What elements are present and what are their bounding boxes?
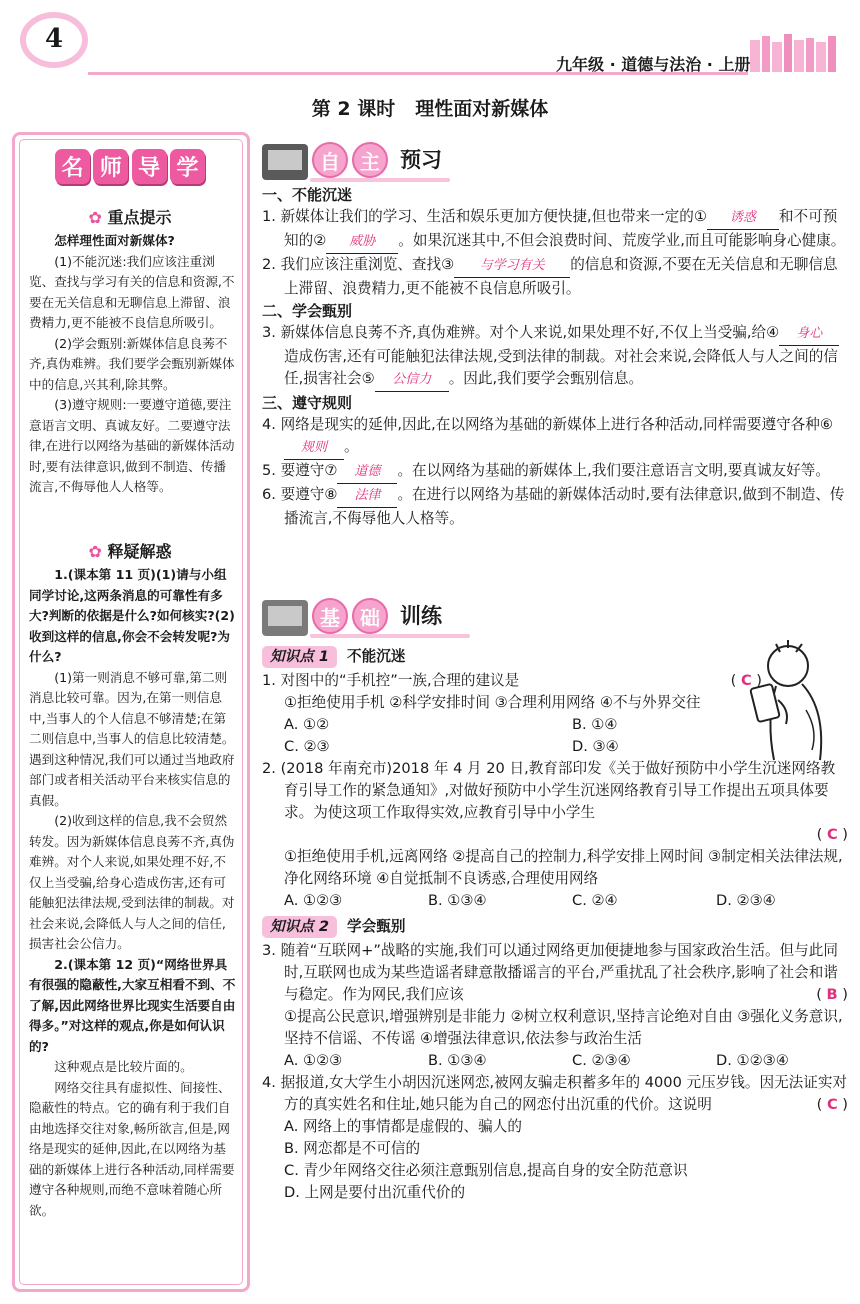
question-1 — [262, 670, 762, 692]
banner-underline — [310, 178, 450, 182]
lesson-name: 理性面对新媒体 — [415, 98, 549, 120]
preview-item — [262, 460, 848, 484]
book-title: 九年级 · 道德与法治 · 上册 — [556, 55, 751, 74]
banner-circle: 自 — [312, 142, 348, 178]
qa-heading: ✿ 释疑解惑 — [15, 539, 245, 562]
key-points-text — [29, 231, 237, 498]
choice: B. ①③④ — [428, 1052, 487, 1069]
sidebar-banner — [55, 149, 205, 189]
choice: D. ②③④ — [716, 892, 776, 909]
teacher-guide-sidebar — [12, 132, 250, 1292]
text: 和不可预知的② — [284, 208, 838, 249]
text: 。因此,我们要学会甄别信息。 — [448, 370, 644, 387]
choice: D. ①②③④ — [716, 1052, 789, 1069]
lesson-number: 第 2 课时 — [311, 98, 396, 120]
banner-circle: 础 — [352, 598, 388, 634]
paragraph: (1)不能沉迷:我们应该注重浏览、查找与学习有关的信息和资源,不要在无关信息和无聊信息上滞留、浪费精力,更不能被不良信息所吸引。 — [29, 253, 235, 330]
paragraph: (1)第一则消息不够可靠,第二则消息比较可靠。因为,在第一则信息中,当事人的个人信息不够清楚;在第二则信息中,当事人的信息比较清楚。遇到这种情况,我们可以通过当地政府部门或者相关活动平台来核实信息的真假。 — [29, 669, 235, 808]
preview-banner — [262, 142, 452, 182]
key-question: 怎样理性面对新媒体? — [54, 233, 175, 248]
text: 4. 网络是现实的延伸,因此,在以网络为基础的新媒体上进行各种活动,同样需要遵守各种⑥ — [262, 416, 833, 433]
knowledge-point-row — [262, 646, 742, 668]
answer-blank: 道德 — [337, 461, 397, 484]
choice-row — [262, 890, 848, 912]
banner-underline — [310, 634, 470, 638]
section-heading: 三、遵守规则 — [262, 394, 353, 412]
text: 2. 我们应该注重浏览、查找③ — [262, 256, 455, 273]
banner-char: 名 — [55, 149, 90, 184]
preview-item — [262, 206, 848, 254]
knowledge-point-name: 学会甄别 — [347, 918, 406, 935]
text: 。 — [344, 438, 359, 455]
answer: C — [826, 1096, 838, 1113]
answer-blank: 与学习有关 — [454, 255, 570, 278]
page-number: 4 — [44, 24, 64, 54]
banner-label: 预习 — [400, 148, 442, 172]
answer: C — [826, 826, 838, 843]
choice: A. ①②③ — [284, 892, 343, 909]
text: 造成伤害,还有可能触犯法律法规,受到法律的制裁。对社会来说,会降低人与人之间的信任,损害社会⑤ — [284, 348, 838, 387]
question-options-text: ①拒绝使用手机 ②科学安排时间 ③合理利用网络 ④不与外界交往 — [284, 694, 701, 711]
choice: A. ①② — [284, 716, 330, 733]
answer-blank: 规则 — [284, 437, 344, 460]
choice: C. ②③④ — [572, 1052, 631, 1069]
answer-blank: 诱惑 — [707, 207, 779, 230]
paragraph: 网络交往具有虚拟性、间接性、隐蔽性的特点。它的确有利于我们自由地选择交往对象,畅所欲言,但是,网络是现实的延伸,因此,在以网络为基础的新媒体上进行各种活动,同样需要遵守各种规则,而绝不意味着随心所欲。 — [29, 1079, 235, 1218]
text: 6. 要遵守⑧ — [262, 486, 338, 503]
knowledge-point-row — [262, 916, 848, 938]
answer-blank: 公信力 — [375, 369, 449, 392]
paragraph: (2)学会甄别:新媒体信息良莠不齐,真伪难辨。我们要学会甄别新媒体中的信息,兴其利,除其弊。 — [29, 335, 235, 392]
key-points-heading: ✿ 重点提示 — [15, 205, 245, 228]
choice: A. ①②③ — [284, 1052, 343, 1069]
question-3 — [262, 940, 848, 1006]
question: 1.(课本第 11 页)(1)请与小组同学讨论,这两条消息的可靠性有多大?判断的依据是什么?如何核实?(2)收到这样的信息,你会不会转发呢?为什么? — [29, 567, 235, 664]
books-stack-icon — [262, 600, 308, 636]
question-4 — [262, 1072, 848, 1116]
question: 2.(课本第 12 页)“网络世界具有很强的隐蔽性,大家互相看不到、不了解,因此网络世界比现实生活要自由得多。”对这样的观点,你是如何认识的? — [29, 956, 236, 1054]
preview-item — [262, 414, 848, 460]
answer-bracket: ( C ) — [730, 672, 762, 689]
training-questions — [262, 670, 848, 1204]
text: 。在以网络为基础的新媒体上,我们要注意语言文明,要真诚友好等。 — [397, 462, 830, 479]
knowledge-point-badge: 知识点 1 — [262, 646, 337, 668]
answer-bracket: ( C ) — [816, 1096, 848, 1113]
training-banner — [262, 598, 472, 638]
paragraph: (2)收到这样的信息,我不会贸然转发。因为新媒体信息良莠不齐,真伪难辨。对个人来说,如果处理不好,不仅上当受骗,给身心造成伤害,还有可能触犯法律法规,受到法律的制裁。对社会来说,会降低人与人之间的信任,损害社会公信力。 — [29, 813, 235, 951]
answer-bracket: ( B ) — [816, 986, 848, 1003]
section-heading: 一、不能沉迷 — [262, 186, 353, 204]
answer: C — [740, 672, 752, 689]
preview-item — [262, 322, 848, 392]
choice: D. 上网是要付出沉重代价的 — [284, 1184, 466, 1201]
choice-row — [262, 714, 848, 736]
choice: A. 网络上的事情都是虚假的、骗人的 — [284, 1118, 522, 1135]
preview-item — [262, 484, 848, 530]
banner-char: 学 — [170, 149, 205, 184]
choice: D. ③④ — [572, 738, 619, 755]
banner-label: 训练 — [400, 604, 442, 628]
knowledge-point-name: 不能沉迷 — [347, 648, 406, 665]
question-options-text: ①拒绝使用手机,远离网络 ②提高自己的控制力,科学安排上网时间 ③制定相关法律法规,净化网络环境 ④自觉抵制不良诱惑,合理使用网络 — [284, 848, 843, 887]
answer-bracket: ( C ) — [816, 826, 848, 843]
banner-char: 师 — [93, 149, 128, 184]
choice: C. ②④ — [572, 892, 618, 909]
choice: B. ①④ — [572, 716, 618, 733]
lesson-title — [0, 94, 860, 121]
choice-row — [262, 1050, 848, 1072]
choice: B. 网恋都是不可信的 — [284, 1140, 421, 1157]
choice: C. ②③ — [284, 738, 330, 755]
question-text: 1. 对图中的“手机控”一族,合理的建议是 — [262, 672, 520, 689]
choice: B. ①③④ — [428, 892, 487, 909]
choice: C. 青少年网络交往必须注意甄别信息,提高自身的安全防范意识 — [284, 1162, 688, 1179]
computer-icon — [262, 144, 308, 180]
text: 的信息和资源,不要在无关信息和无聊信息上滞留、浪费精力,更不能被不良信息所吸引。 — [284, 256, 838, 297]
text: 3. 新媒体信息良莠不齐,真伪难辨。对个人来说,如果处理不好,不仅上当受骗,给④ — [262, 324, 780, 341]
question-2 — [262, 758, 848, 824]
question-text: 3. 随着“互联网+”战略的实施,我们可以通过网络更加便捷地参与国家政治生活。但与此同时,互联网也成为某些造谣者肆意散播谣言的平台,严重扰乱了社会秩序,影响了社会和谐与稳定。作为网民,我们应该 — [262, 942, 838, 1003]
text: 5. 要遵守⑦ — [262, 462, 338, 479]
question-options-text: ①提高公民意识,增强辨别是非能力 ②树立权利意识,坚持言论绝对自由 ③强化义务意识,坚持不信谣、不传谣 ④增强法律意识,依法参与政治生活 — [284, 1008, 843, 1047]
page-header — [0, 0, 860, 82]
answer-blank: 法律 — [337, 485, 397, 508]
question-text: 4. 据报道,女大学生小胡因沉迷网恋,被网友骗走积蓄多年的 4000 元压岁钱。因无法证实对方的真实姓名和住址,她只能为自己的网恋付出沉重的代价。这说明 — [262, 1074, 848, 1113]
question-text: 2. (2018 年南充市)2018 年 4 月 20 日,教育部印发《关于做好预防中小学生沉迷网络教育引导工作的紧急通知》,对做好预防中小学生沉迷网络教育引导工作提出五项具体要求。为使这项工作取得实效,应教育引导中小学生 — [262, 760, 836, 821]
books-icon — [748, 30, 840, 74]
preview-item — [262, 254, 848, 300]
answer: B — [826, 986, 838, 1003]
text: 。如果沉迷其中,不但会浪费时间、荒废学业,而且可能影响身心健康。 — [398, 232, 846, 249]
preview-content — [262, 184, 848, 530]
answer-blank: 身心 — [779, 323, 839, 346]
section-heading: 二、学会甄别 — [262, 302, 353, 320]
banner-circle: 主 — [352, 142, 388, 178]
training-content-top — [262, 644, 742, 670]
knowledge-point-badge: 知识点 2 — [262, 916, 337, 938]
qa-text — [29, 565, 237, 1221]
paragraph: (3)遵守规则:一要遵守道德,要注意语言文明、真诚友好。二要遵守法律,在进行以网络为基础的新媒体活动时,要有法律意识,做到不制造、传播流言,不侮辱他人人格等。 — [29, 397, 235, 494]
answer-bracket-row — [262, 824, 848, 846]
choice-row — [262, 736, 848, 758]
banner-circle: 基 — [312, 598, 348, 634]
banner-char: 导 — [132, 149, 167, 184]
answer-blank: 威胁 — [326, 231, 398, 254]
text: 1. 新媒体让我们的学习、生活和娱乐更加方便快捷,但也带来一定的① — [262, 208, 707, 225]
paragraph: 这种观点是比较片面的。 — [54, 1059, 193, 1074]
text: 。在进行以网络为基础的新媒体活动时,要有法律意识,做到不制造、传播流言,不侮辱他人人格等。 — [284, 486, 845, 527]
